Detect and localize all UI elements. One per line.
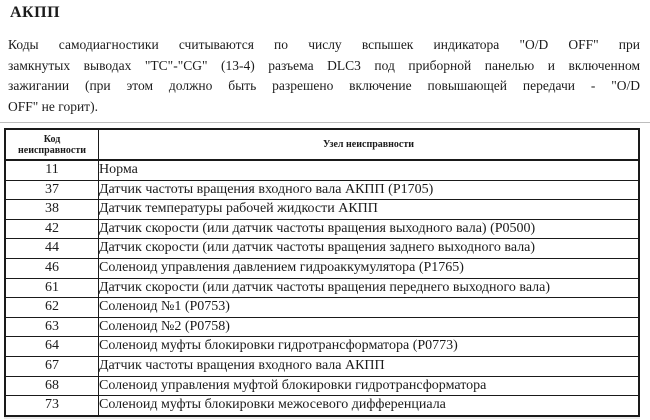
table-body [5,160,639,416]
table-row [5,200,639,220]
fault-code-cell: 11 [5,160,99,180]
table-row [5,160,639,180]
page-divider [0,122,650,123]
fault-unit-cell: Датчик температуры рабочей жидкости АКПП [99,200,640,220]
column-header-fault-unit: Узел неисправности [99,129,640,160]
intro-line: замкнутых выводах "TC"-"CG" (13-4) разъема DLC3 под приборной панелью и включенном [8,57,640,73]
fault-code-cell: 61 [5,278,99,298]
table-header-row [5,129,639,160]
intro-line: зажигании (при этом должно быть разрешено включение повышающей передачи - "O/D [8,78,640,94]
table-row [5,278,639,298]
table-row [5,180,639,200]
table-row [5,298,639,318]
document-page [0,4,650,420]
fault-code-cell: 37 [5,180,99,200]
fault-unit-cell: Датчик скорости (или датчик частоты вращения выходного вала) (P0500) [99,219,640,239]
table-row [5,219,639,239]
fault-code-cell: 38 [5,200,99,220]
fault-code-table [4,128,640,417]
table-row [5,337,639,357]
fault-code-cell: 63 [5,317,99,337]
table-row [5,376,639,396]
fault-unit-cell: Датчик скорости (или датчик частоты вращения переднего выходного вала) [99,278,640,298]
fault-code-cell: 68 [5,376,99,396]
fault-code-cell: 73 [5,396,99,416]
intro-line: Коды самодиагностики считываются по числу вспышек индикатора "O/D OFF" при [8,37,640,52]
fault-code-cell: 44 [5,239,99,259]
table-row [5,258,639,278]
fault-code-cell: 46 [5,258,99,278]
fault-unit-cell: Соленоид управления давлением гидроаккумулятора (P1765) [99,258,640,278]
column-header-fault-code: Код неисправности [5,129,99,160]
page-title: АКПП [10,4,61,21]
fault-unit-cell: Соленоид №2 (P0758) [99,317,640,337]
intro-paragraph [8,35,640,118]
fault-unit-cell: Норма [99,160,640,180]
fault-unit-cell: Соленоид муфты блокировки межосевого дифференциала [99,396,640,416]
fault-code-cell: 64 [5,337,99,357]
fault-unit-cell: Соленоид №1 (P0753) [99,298,640,318]
fault-code-cell: 42 [5,219,99,239]
table-row [5,317,639,337]
table-row [5,396,639,416]
fault-unit-cell: Датчик частоты вращения входного вала АКПП [99,356,640,376]
fault-unit-cell: Датчик скорости (или датчик частоты вращения заднего выходного вала) [99,239,640,259]
fault-unit-cell: Соленоид муфты блокировки гидротрансформатора (P0773) [99,337,640,357]
intro-line: OFF" не горит). [8,99,98,115]
table-row [5,356,639,376]
fault-unit-cell: Соленоид управления муфтой блокировки гидротрансформатора [99,376,640,396]
fault-code-cell: 67 [5,356,99,376]
fault-code-cell: 62 [5,298,99,318]
fault-unit-cell: Датчик частоты вращения входного вала АКПП (P1705) [99,180,640,200]
table-row [5,239,639,259]
